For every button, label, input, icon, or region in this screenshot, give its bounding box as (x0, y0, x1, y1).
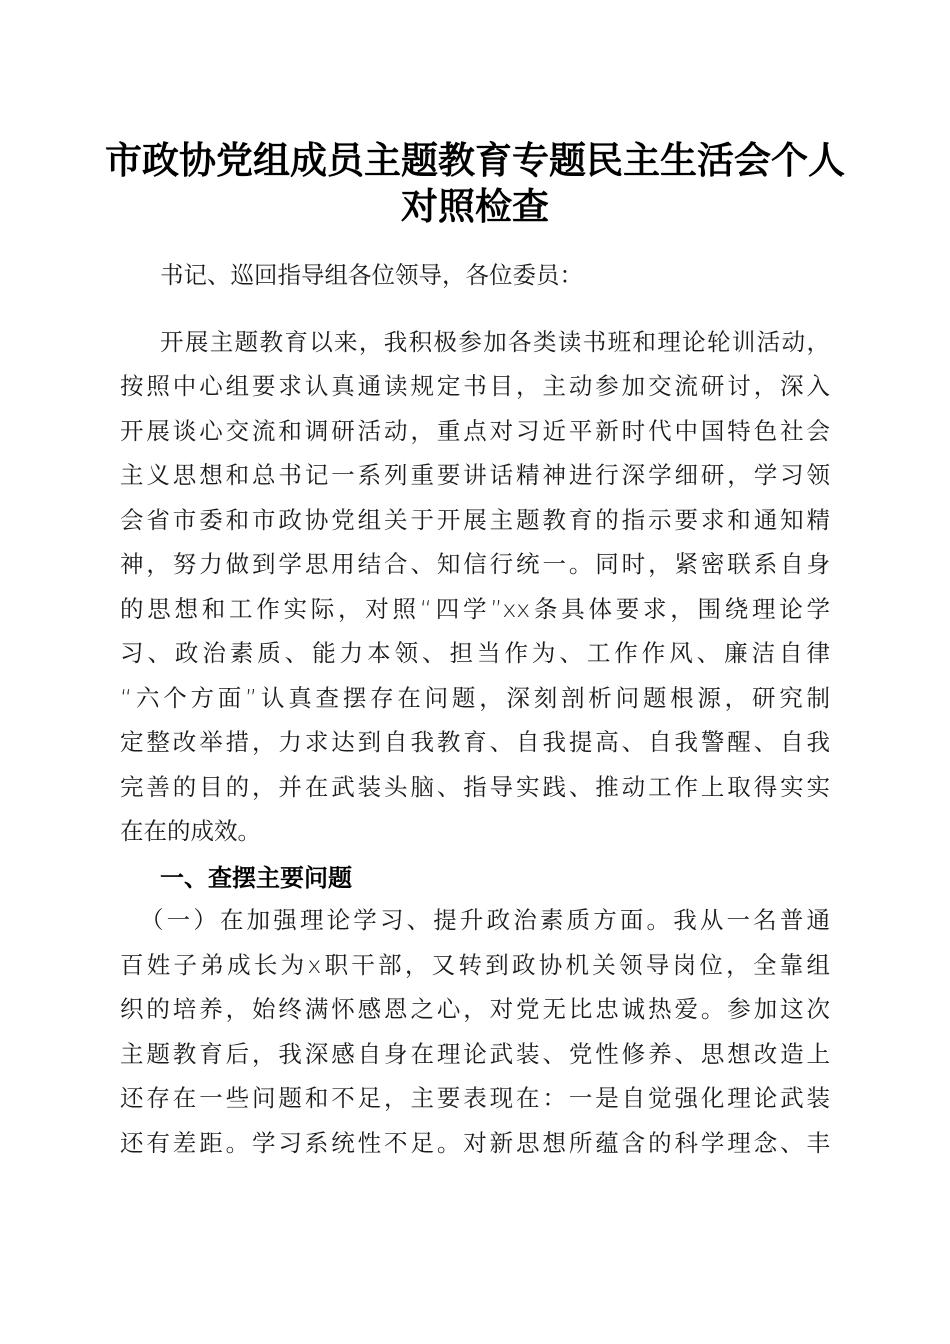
subsection-first-line (140, 898, 830, 942)
subsection-line: 我从一名普通 (673, 906, 831, 934)
intro-line: 神，努力做到学思用结合、知信行统一。同时，紧密联系自身 (120, 550, 830, 578)
intro-line: 会省市委和市政协党组关于开展主题教育的指示要求和通知精 (120, 506, 830, 534)
document-title-line-1: 市政协党组成员主题教育专题民主生活会个人 (105, 138, 845, 182)
intro-line: 按照中心组要求认真通读规定书目，主动参加交流研讨，深入 (120, 372, 830, 400)
subsection-line: 织的培养，始终满怀感恩之心，对党无比忠诚热爱。参加这次 (120, 995, 830, 1023)
intro-line: 习、政治素质、能力本领、担当作为、工作作风、廉洁自律 (120, 639, 830, 667)
document-title-line-2: 对照检查 (401, 184, 549, 228)
intro-line: 完善的目的，并在武装头脑、指导实践、推动工作上取得实实 (120, 773, 830, 801)
intro-line: 的思想和工作实际，对照“四学”xx条具体要求，围绕理论学 (120, 595, 830, 623)
salutation: 书记、巡回指导组各位领导，各位委员： (160, 261, 583, 289)
subsection-line: 还存在一些问题和不足，主要表现在：一是自觉强化理论武装 (120, 1084, 830, 1112)
intro-line: 定整改举措，力求达到自我教育、自我提高、自我警醒、自我 (120, 728, 830, 756)
subsection-heading: （一）在加强理论学习、提升政治素质方面。 (140, 906, 674, 934)
section-heading: 一、查摆主要问题 (160, 864, 352, 892)
intro-line: 主义思想和总书记一系列重要讲话精神进行深学细研，学习领 (120, 461, 830, 489)
intro-line: 开展谈心交流和调研活动，重点对习近平新时代中国特色社会 (120, 417, 830, 445)
intro-line: 开展主题教育以来，我积极参加各类读书班和理论轮训活动， (160, 328, 830, 356)
subsection-line: 百姓子弟成长为x职干部，又转到政协机关领导岗位，全靠组 (120, 951, 830, 979)
subsection-line: 主题教育后，我深感自身在理论武装、党性修养、思想改造上 (120, 1040, 830, 1068)
intro-line: 在在的成效。 (120, 817, 261, 845)
intro-line: “六个方面”认真查摆存在问题，深刻剖析问题根源，研究制 (120, 684, 830, 712)
subsection-line: 还有差距。学习系统性不足。对新思想所蕴含的科学理念、丰 (120, 1129, 830, 1157)
